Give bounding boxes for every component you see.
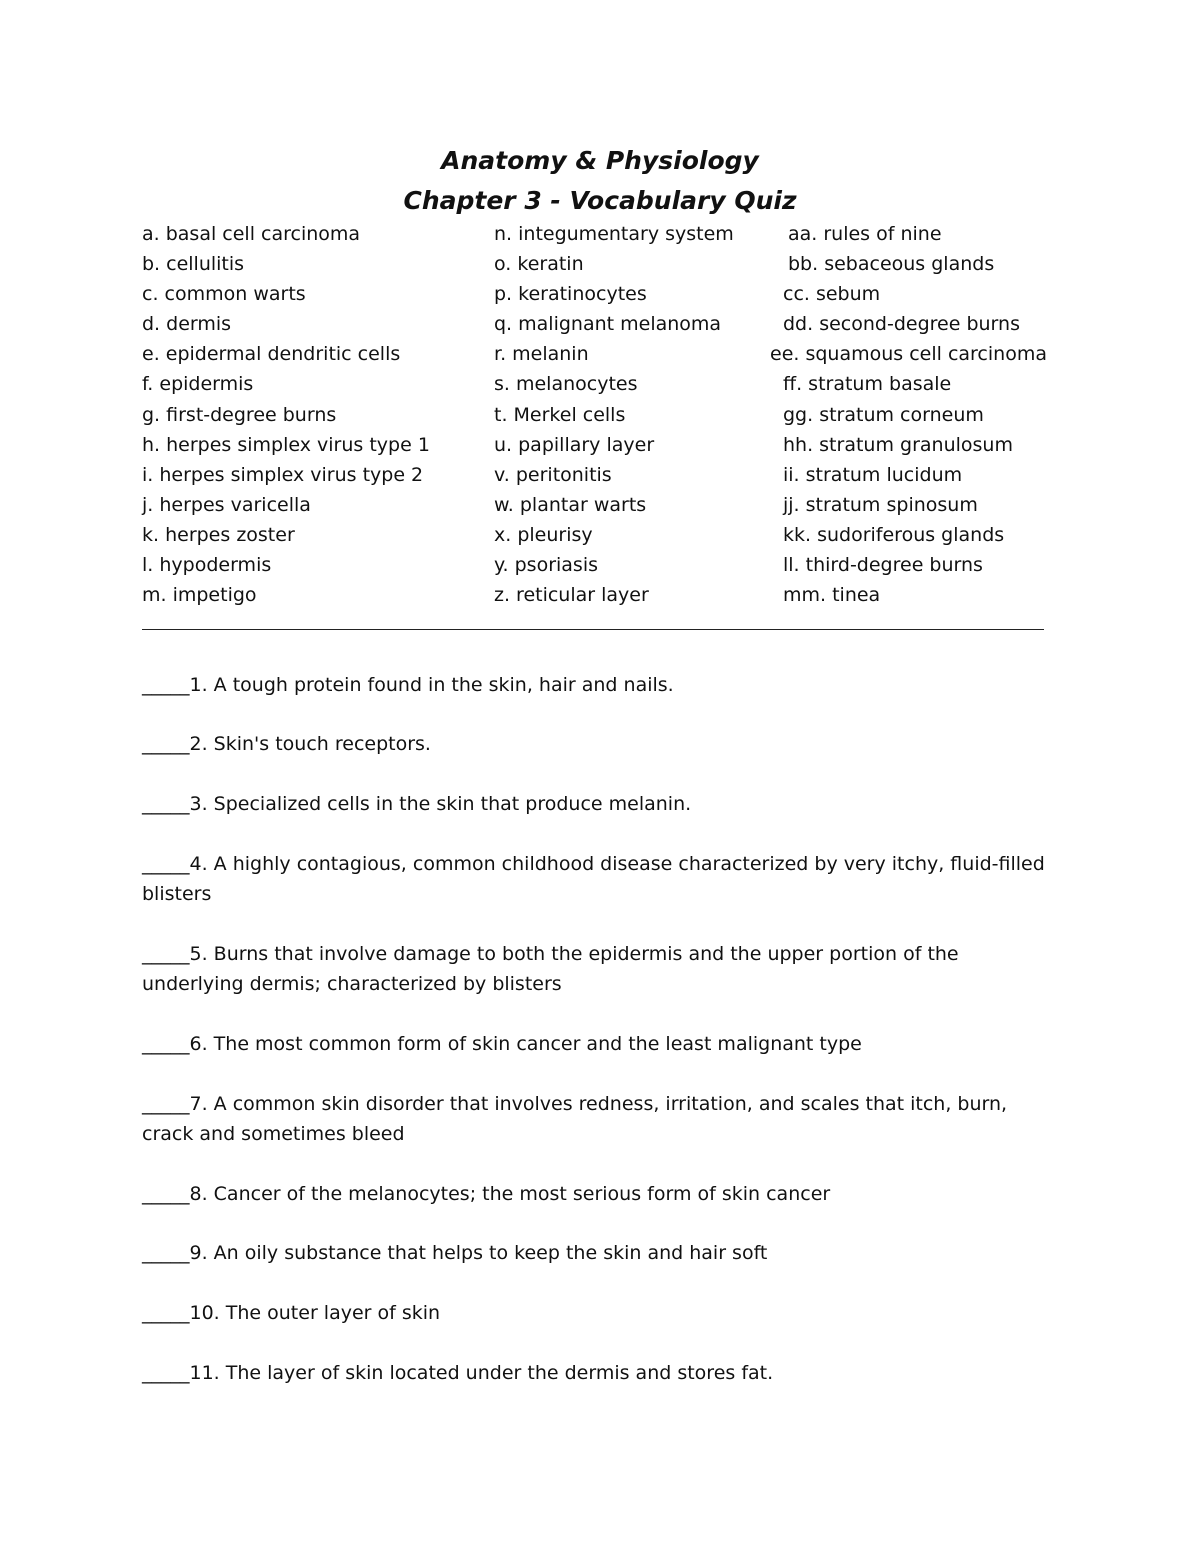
separator-line — [142, 629, 1044, 630]
term-item: i. herpes simplex virus type 2 — [142, 463, 424, 486]
term-item: d. dermis — [142, 313, 232, 336]
term-item: w. plantar warts — [494, 493, 647, 516]
term-item: ff. stratum basale — [783, 373, 952, 396]
term-column-n-z — [494, 219, 734, 610]
question-4: _____4. A highly contagious, common childhood disease characterized by very itchy, fluid-filled blisters — [142, 853, 1045, 905]
title-line-2: Chapter 3 - Vocabulary Quiz — [403, 186, 797, 215]
question-11: _____11. The layer of skin located under the dermis and stores fat. — [142, 1362, 774, 1384]
term-item: h. herpes simplex virus type 1 — [142, 433, 430, 456]
term-item: cc. sebum — [783, 283, 881, 306]
question-2: _____2. Skin's touch receptors. — [142, 733, 431, 755]
term-item: g. first-degree burns — [142, 403, 337, 426]
term-item: r. melanin — [494, 343, 589, 366]
term-item: p. keratinocytes — [494, 283, 647, 306]
term-item: y. psoriasis — [494, 554, 599, 577]
question-8: _____8. Cancer of the melanocytes; the most serious form of skin cancer — [142, 1183, 831, 1205]
question-9: _____9. An oily substance that helps to keep the skin and hair soft — [142, 1242, 768, 1264]
term-item: aa. rules of nine — [788, 223, 942, 245]
term-item: q. malignant melanoma — [494, 313, 722, 336]
term-item: s. melanocytes — [494, 373, 638, 396]
term-item: bb. sebaceous glands — [788, 253, 995, 276]
term-item: j. herpes varicella — [142, 493, 311, 516]
question-7: _____7. A common skin disorder that involves redness, irritation, and scales that itch, burn, crack and sometimes bleed — [142, 1093, 1008, 1145]
term-item: gg. stratum corneum — [783, 403, 984, 426]
term-item: ll. third-degree burns — [783, 554, 983, 577]
term-item: dd. second-degree burns — [783, 313, 1020, 336]
term-item: v. peritonitis — [494, 463, 612, 486]
term-item: k. herpes zoster — [142, 523, 295, 546]
question-1: _____1. A tough protein found in the skin, hair and nails. — [142, 674, 674, 696]
term-item: b. cellulitis — [142, 253, 245, 276]
term-column-a-m — [142, 219, 430, 610]
term-item: kk. sudoriferous glands — [783, 523, 1005, 546]
term-item: mm. tinea — [783, 584, 881, 607]
term-item: x. pleurisy — [494, 523, 593, 546]
term-item: u. papillary layer — [494, 433, 655, 456]
term-item: n. integumentary system — [494, 223, 734, 245]
term-item: ee. squamous cell carcinoma — [770, 343, 1047, 366]
term-item: m. impetigo — [142, 584, 257, 607]
question-6: _____6. The most common form of skin cancer and the least malignant type — [142, 1033, 862, 1055]
question-5: _____5. Burns that involve damage to both the epidermis and the upper portion of the underlying dermis; characterized by blisters — [142, 943, 959, 995]
term-item: a. basal cell carcinoma — [142, 223, 361, 245]
term-item: e. epidermal dendritic cells — [142, 343, 401, 366]
term-item: f. epidermis — [142, 373, 254, 396]
term-item: jj. stratum spinosum — [783, 493, 978, 516]
term-item: z. reticular layer — [494, 584, 649, 607]
term-item: l. hypodermis — [142, 554, 272, 577]
question-10: _____10. The outer layer of skin — [142, 1302, 441, 1324]
term-item: o. keratin — [494, 253, 584, 276]
title-line-1: Anatomy & Physiology — [441, 146, 759, 175]
term-item: t. Merkel cells — [494, 403, 626, 426]
question-3: _____3. Specialized cells in the skin that produce melanin. — [142, 793, 692, 815]
term-item: c. common warts — [142, 283, 306, 306]
term-column-aa-mm — [770, 219, 1047, 610]
term-item: hh. stratum granulosum — [783, 433, 1013, 456]
term-item: ii. stratum lucidum — [783, 463, 963, 486]
